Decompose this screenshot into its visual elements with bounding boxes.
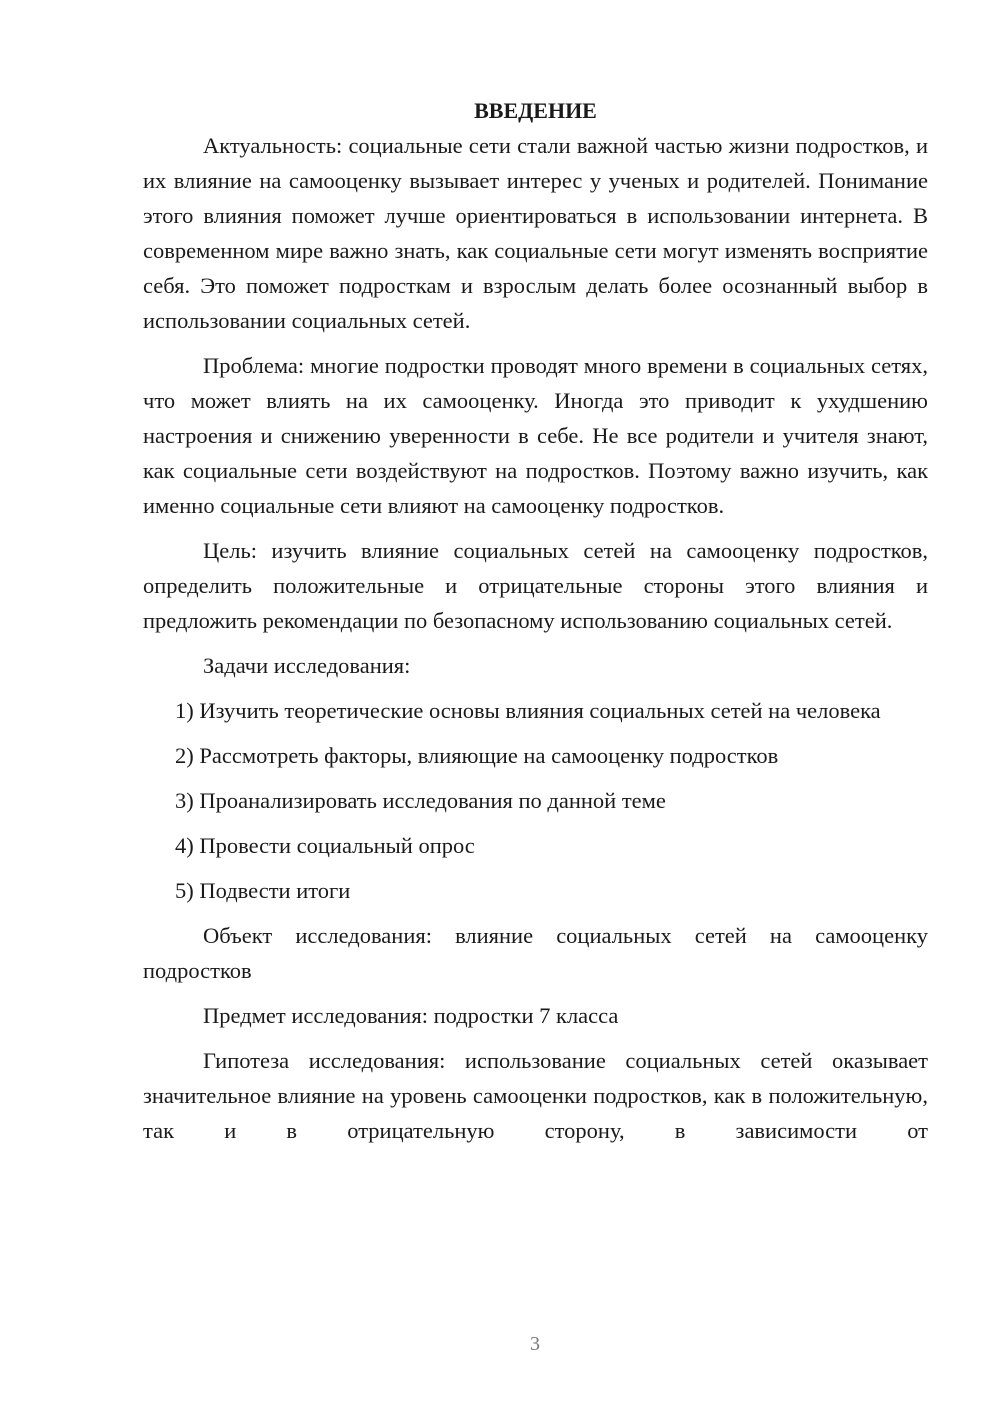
task-item: 4) Провести социальный опрос (175, 833, 475, 858)
section-title: ВВЕДЕНИЕ (474, 98, 597, 123)
task-item: 2) Рассмотреть факторы, влияющие на самооценку подростков (175, 743, 779, 768)
goal-paragraph: Цель: изучить влияние социальных сетей на самооценку подростков, определить положительные и отрицательные стороны этого влияния и предложить рекомендации по безопасному использованию социальных сетей. (143, 538, 928, 633)
task-item: 1) Изучить теоретические основы влияния социальных сетей на человека (175, 698, 881, 723)
tasks-list (143, 693, 928, 908)
hypothesis-paragraph: Гипотеза исследования: использование социальных сетей оказывает значительное влияние на уровень самооценки подростков, как в положительную, так и в отрицательную сторону, в зависимости от (143, 1048, 928, 1143)
object-paragraph: Объект исследования: влияние социальных сетей на самооценку подростков (143, 923, 928, 983)
subject-paragraph: Предмет исследования: подростки 7 класса (203, 1003, 619, 1028)
page-number: 3 (530, 1333, 540, 1355)
relevance-paragraph: Актуальность: социальные сети стали важной частью жизни подростков, и их влияние на самооценку вызывает интерес у ученых и родителей. Понимание этого влияния поможет лучше ориентироваться в использовании интернета. В современном мире важно знать, как социальные сети могут изменять восприятие себя. Это поможет подросткам и взрослым делать более осознанный выбор в использовании социальных сетей. (143, 133, 928, 333)
task-item: 3) Проанализировать исследования по данной теме (175, 788, 666, 813)
tasks-heading: Задачи исследования: (203, 653, 411, 678)
page-content (143, 94, 928, 1158)
problem-paragraph: Проблема: многие подростки проводят много времени в социальных сетях, что может влиять на их самооценку. Иногда это приводит к ухудшению настроения и снижению уверенности в себе. Не все родители и учителя знают, как социальные сети воздействуют на подростков. Поэтому важно изучить, как именно социальные сети влияют на самооценку подростков. (143, 353, 928, 518)
task-item: 5) Подвести итоги (175, 878, 351, 903)
